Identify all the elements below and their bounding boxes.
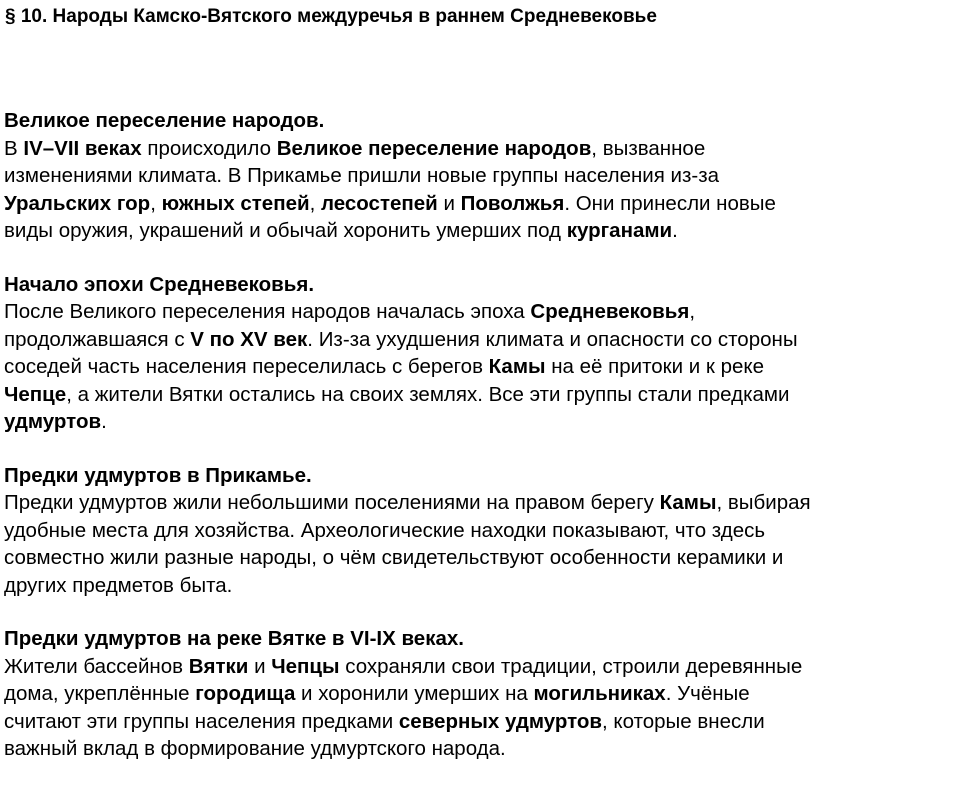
text-run: соседей часть населения переселилась с берегов [4,355,489,378]
text-line [4,653,960,681]
document-body [4,107,960,789]
bold-term: Камы [659,491,717,514]
text-line [4,408,960,436]
bold-term: Поволжья [460,191,565,215]
text-run: , [689,300,696,323]
text-run: считают эти группы населения предками [4,709,399,733]
text-line [4,190,960,218]
text-run: . Из-за ухудшения климата и опасности со стороны [307,327,798,351]
text-line [4,353,960,381]
bold-term: IV–VII веках [23,136,142,160]
section-heading: Предки удмуртов на реке Вятке в VI-IX веках. [4,627,464,650]
text-run: . Учёные [665,682,750,705]
text-run: . [101,410,107,433]
text-run: . [672,219,678,242]
bold-term: Средневековья [530,300,690,323]
bold-term: Уральских гор [4,191,151,215]
text-run: и хоронили умерших на [295,682,534,705]
section-paragraph [4,653,960,763]
text-run: изменениями климата. В Прикамье пришли новые группы населения из-за [4,164,720,187]
text-run: происходило [141,136,277,160]
text-run: на её притоки и к реке [545,355,764,378]
text-line [4,517,960,545]
section-middle-ages-start [4,271,960,436]
bold-term: южных степей [161,191,310,215]
text-run: , [309,191,321,215]
page-title: § 10. Народы Камско-Вятского междуречья в раннем Средневековье [5,6,657,27]
text-run: , вызванное [591,136,706,160]
bold-term: городища [195,682,296,705]
section-heading: Великое переселение народов. [4,109,325,132]
text-run: сохраняли свои традиции, строили деревянные [339,654,803,678]
text-run: дома, укреплённые [4,682,196,705]
text-run: и [437,191,461,215]
text-line [4,298,960,326]
text-run: В [4,136,24,160]
bold-term: Чепцы [271,654,340,678]
text-run: , которые внесли [602,709,765,733]
section-paragraph [4,135,960,245]
text-run: продолжавшаяся с [4,327,191,351]
section-vyatka-ancestors [4,625,960,763]
bold-term: лесостепей [321,191,438,215]
text-line [4,544,960,572]
text-run: виды оружия, украшений и обычай хоронить умерших под [4,219,567,242]
bold-term: V по XV век [190,327,308,351]
text-line [4,572,960,600]
bold-term: Великое переселение народов [276,136,592,160]
text-run: важный вклад в формирование удмуртского народа. [4,737,506,760]
bold-term: Вятки [188,654,249,678]
text-line [4,735,960,763]
text-run: и [248,654,272,678]
text-line [4,135,960,163]
text-run: , выбирая [716,491,811,514]
text-run: . Они принесли новые [564,191,776,215]
bold-term: курганами [566,219,673,242]
section-heading: Начало эпохи Средневековья. [4,272,315,296]
text-run: совместно жили разные народы, о чём свидетельствуют особенности керамики и [4,546,784,569]
bold-term: удмуртов [4,410,102,433]
bold-term: Камы [488,355,546,378]
text-run: , а жители Вятки остались на своих землях. Все эти группы стали предками [66,382,790,406]
bold-term: северных удмуртов [398,709,603,733]
text-run: Предки удмуртов жили небольшими поселениями на правом берегу [4,491,660,514]
section-great-migration [4,107,960,245]
text-line [4,680,960,708]
bold-term: могильниках [533,682,666,705]
text-run: других предметов быта. [4,573,233,597]
text-line [4,381,960,409]
text-line [4,326,960,354]
text-run: После Великого переселения народов началась эпоха [4,300,531,323]
bold-term: Чепце [4,382,67,406]
section-paragraph [4,489,960,599]
text-line [4,217,960,245]
section-paragraph [4,298,960,436]
text-line [4,489,960,517]
section-heading: Предки удмуртов в Прикамье. [4,463,312,487]
text-run: удобные места для хозяйства. Археологические находки показывают, что здесь [4,518,766,542]
text-line [4,162,960,190]
text-run: Жители бассейнов [4,654,189,678]
text-line [4,708,960,736]
section-kama-ancestors [4,462,960,600]
text-run: , [150,191,162,215]
